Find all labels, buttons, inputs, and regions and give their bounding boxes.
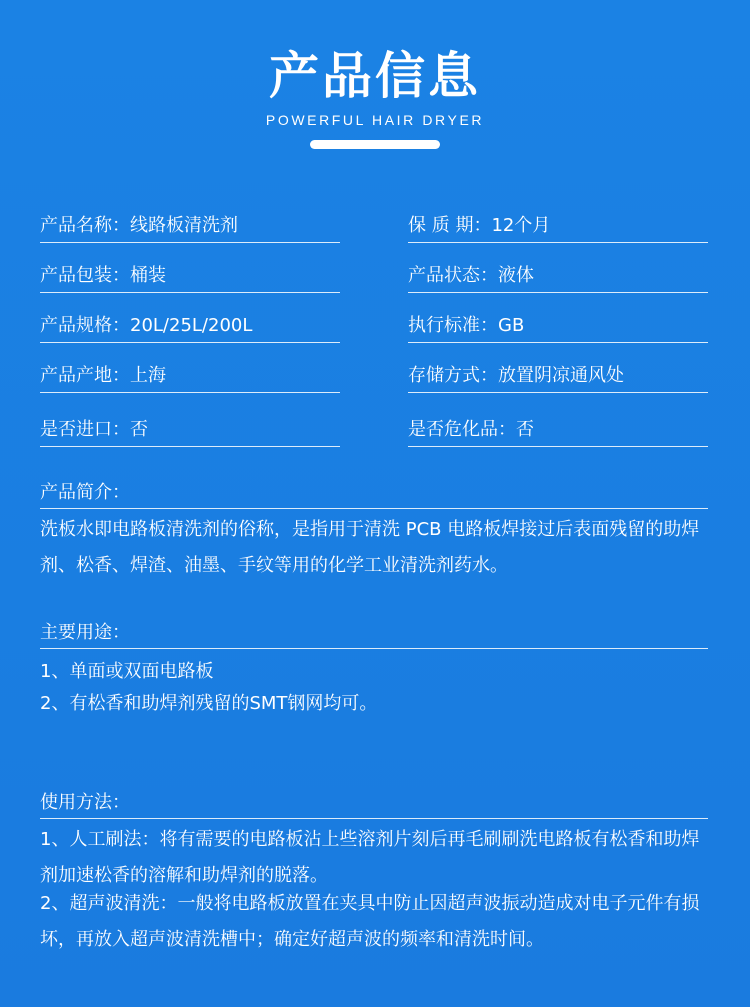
spec-shelf-life: 保 质 期：12个月 [408, 212, 708, 243]
method-item: 2、超声波清洗：一般将电路板放置在夹具中防止因超声波振动造成对电子元件有损坏，再放入超声波清洗槽中；确定好超声波的频率和清洗时间。 [40, 893, 700, 950]
page-subtitle: POWERFUL HAIR DRYER [265, 112, 485, 128]
method-heading: 使用方法： [40, 790, 708, 819]
spec-packaging: 产品包装：桶装 [40, 262, 340, 293]
page-title: 产品信息 [269, 47, 481, 105]
method-item: 1、人工刷法：将有需要的电路板沾上些溶剂片刻后再毛刷刷洗电路板有松香和助焊剂加速松香的溶解和助焊剂的脱落。 [40, 829, 700, 886]
spec-product-name: 产品名称：线路板清洗剂 [40, 212, 340, 243]
spec-size: 产品规格：20L/25L/200L [40, 312, 340, 343]
spec-state: 产品状态：液体 [408, 262, 708, 293]
spec-hazardous: 是否危化品：否 [408, 416, 708, 447]
uses-item: 1、单面或双面电路板 [40, 661, 214, 682]
spec-imported: 是否进口：否 [40, 416, 340, 447]
spec-storage: 存储方式：放置阴凉通风处 [408, 362, 708, 393]
spec-origin: 产品产地：上海 [40, 362, 340, 393]
uses-item: 2、有松香和助焊剂残留的SMT钢网均可。 [40, 693, 378, 714]
intro-heading: 产品简介： [40, 480, 708, 509]
intro-text: 洗板水即电路板清洗剂的俗称，是指用于清洗 PCB 电路板焊接过后表面残留的助焊剂、松香、焊渣、油墨、手纹等用的化学工业清洗剂药水。 [40, 519, 700, 576]
uses-heading: 主要用途： [40, 620, 708, 649]
spec-standard: 执行标准：GB [408, 312, 708, 343]
title-underline-bar [310, 140, 440, 149]
